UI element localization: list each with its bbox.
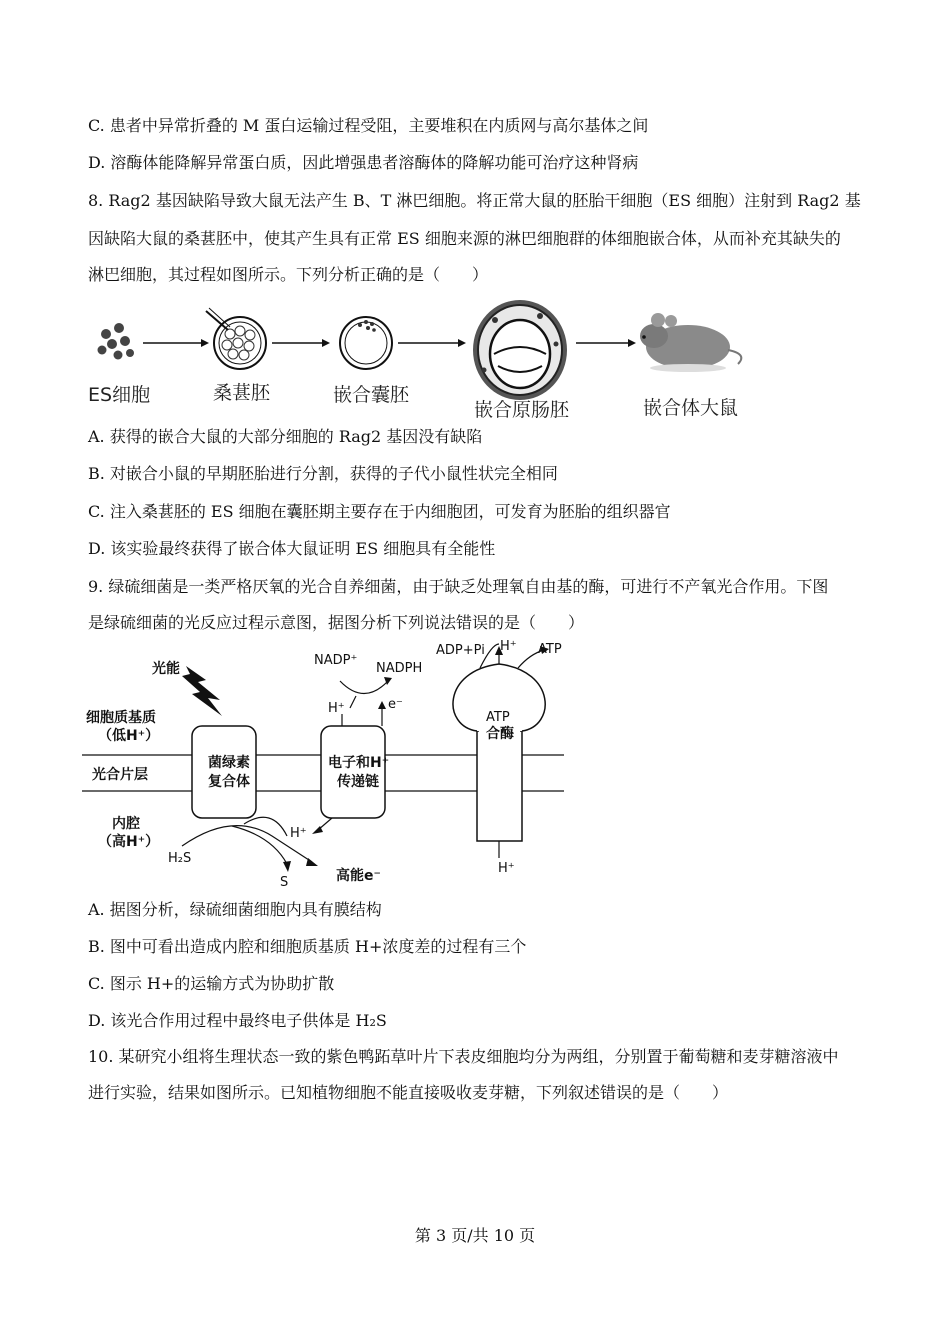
lightning-icon <box>182 666 222 716</box>
q7-option-d: D. 溶酶体能降解异常蛋白质，因此增强患者溶酶体的降解功能可治疗这种肾病 <box>88 153 639 172</box>
label-hplus-atp-top: H⁺ <box>500 639 517 654</box>
blastocyst-icon <box>340 317 392 369</box>
q9-option-d: D. 该光合作用过程中最终电子供体是 H₂S <box>88 1011 387 1030</box>
label-gastrula: 嵌合原肠胚 <box>474 399 570 421</box>
q9-photosynthesis-diagram <box>82 636 574 892</box>
label-atp-synthase-line2: 合酶 <box>486 726 514 742</box>
q8-stem-line2: 因缺陷大鼠的桑葚胚中，使其产生具有正常 ES 细胞来源的淋巴细胞群的体细胞嵌合体，从而补充其缺失的 <box>88 229 841 248</box>
label-nadph: NADPH <box>376 661 423 676</box>
q8-option-c: C. 注入桑葚胚的 ES 细胞在囊胚期主要存在于内细胞团，可发育为胚胎的组织器官 <box>88 502 671 521</box>
q9-option-b: B. 图中可看出造成内腔和细胞质基质 H+浓度差的过程有三个 <box>88 937 527 956</box>
q8-option-a: A. 获得的嵌合大鼠的大部分细胞的 Rag2 基因没有缺陷 <box>88 427 483 446</box>
q8-option-b: B. 对嵌合小鼠的早期胚胎进行分割，获得的子代小鼠性状完全相同 <box>88 464 558 483</box>
label-h2s: H₂S <box>168 851 192 866</box>
label-lumen: 内腔 <box>112 816 140 832</box>
label-nadp: NADP⁺ <box>314 653 358 668</box>
q9-stem-line2: 是绿硫细菌的光反应过程示意图，据图分析下列说法错误的是（ ） <box>88 613 585 632</box>
complex-box <box>192 726 256 818</box>
nadp-curve <box>340 681 388 694</box>
arrow-icon <box>143 339 209 347</box>
label-hplus-top: H⁺ <box>328 701 345 716</box>
arrow-icon <box>272 339 330 347</box>
es-cells-icon <box>98 323 135 360</box>
q9-stem-line1: 9. 绿硫细菌是一类严格厌氧的光合自养细菌，由于缺乏处理氧自由基的酶，可进行不产氧光合作用。下图 <box>88 577 829 596</box>
label-s: S <box>280 875 289 890</box>
atp-synthase-icon <box>453 644 549 858</box>
label-complex-line2: 复合体 <box>208 774 250 790</box>
label-eminus: e⁻ <box>388 697 403 712</box>
arrow-icon <box>398 339 466 347</box>
morula-icon <box>206 308 266 369</box>
q7-option-c: C. 患者中异常折叠的 M 蛋白运输过程受阻，主要堆积在内质网与高尔基体之间 <box>88 116 649 135</box>
label-cytoplasm-note: （低H⁺） <box>98 728 160 744</box>
q9-option-c: C. 图示 H+的运输方式为协助扩散 <box>88 974 335 993</box>
label-membrane: 光合片层 <box>92 767 148 783</box>
label-cytoplasm: 细胞质基质 <box>86 710 156 726</box>
q9-option-a: A. 据图分析，绿硫细菌细胞内具有膜结构 <box>88 900 382 919</box>
q8-option-d: D. 该实验最终获得了嵌合体大鼠证明 ES 细胞具有全能性 <box>88 539 496 558</box>
q10-stem-line1: 10. 某研究小组将生理状态一致的紫色鸭跖草叶片下表皮细胞均分为两组，分别置于葡萄糖和麦芽糖溶液中 <box>88 1047 839 1066</box>
rat-icon <box>640 313 741 372</box>
q8-stem-line3: 淋巴细胞，其过程如图所示。下列分析正确的是（ ） <box>88 265 489 284</box>
label-es-cells: ES细胞 <box>88 384 151 406</box>
label-chain-line1: 电子和H⁺ <box>328 755 390 771</box>
label-chimeric-rat: 嵌合体大鼠 <box>643 397 739 419</box>
q10-stem-line2: 进行实验，结果如图所示。已知植物细胞不能直接吸收麦芽糖，下列叙述错误的是（ ） <box>88 1083 729 1102</box>
label-hplus-bottom: H⁺ <box>498 861 515 876</box>
label-morula: 桑葚胚 <box>213 382 271 404</box>
page-footer: 第 3 页/共 10 页 <box>414 1226 536 1245</box>
label-blastocyst: 嵌合囊胚 <box>333 384 410 406</box>
gastrula-icon <box>473 300 567 400</box>
arrow-icon <box>576 339 636 347</box>
label-adp-pi: ADP+Pi <box>436 643 485 658</box>
label-complex-line1: 菌绿素 <box>208 755 250 771</box>
label-atp-synthase-line1: ATP <box>486 710 510 725</box>
label-atp: ATP <box>538 642 562 657</box>
label-high-energy-e: 高能e⁻ <box>336 868 381 884</box>
label-lumen-note: （高H⁺） <box>98 834 160 850</box>
chain-box <box>321 726 385 818</box>
label-chain-line2: 传递链 <box>337 774 379 790</box>
label-hplus-lumen: H⁺ <box>290 826 307 841</box>
q8-stem-line1: 8. Rag2 基因缺陷导致大鼠无法产生 B、T 淋巴细胞。将正常大鼠的胚胎干细胞（ES 细胞）注射到 Rag2 基 <box>88 191 861 210</box>
label-light: 光能 <box>152 661 180 677</box>
